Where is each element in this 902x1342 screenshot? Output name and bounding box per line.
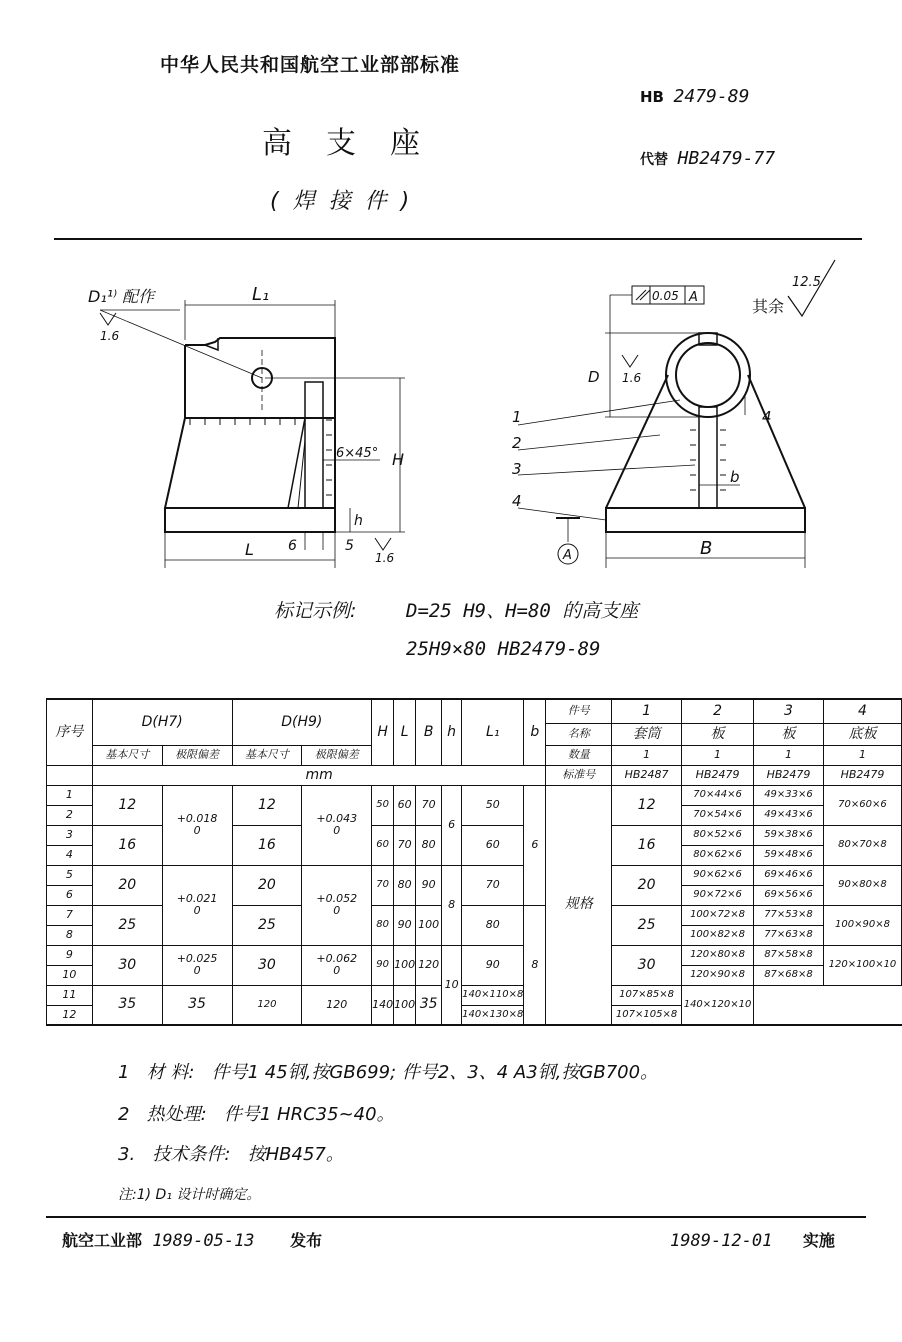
roughness-d1: 1.6 [100,329,120,343]
b-big-cell: 90 [416,865,442,905]
seq-cell: 8 [47,925,93,945]
h-cell: 50 [372,785,394,825]
b-big-cell: 120 [416,945,442,985]
d1-fit-label: D₁¹⁾ 配作 [88,287,155,306]
h-small-label: h [354,513,363,529]
part2-size: 80×62×6 [682,845,754,865]
part2-size: 140×130×8 [462,1005,524,1025]
d7-basic: 12 [92,785,162,825]
part4-size: 120×100×10 [823,945,901,985]
h-big-label: H [392,450,405,469]
issuer: 航空工业部 [62,1231,143,1250]
part-qty-3: 1 [754,745,824,765]
part-name-3: 板 [754,723,824,745]
d9-tol: +0.043 0 [302,785,372,865]
limit-dev-header-h9: 极限偏差 [302,745,372,765]
d7-tol: +0.018 0 [162,785,232,865]
l-cell: 80 [394,865,416,905]
spec-label: 规格 [546,785,612,1025]
marking-label: 标记示例: [274,600,357,622]
part-qty-4: 1 [823,745,901,765]
note-1-label: 材 料: [146,1062,195,1083]
replace-number: HB2479-77 [677,148,776,169]
standard-org-title: 中华人民共和国航空工业部部标准 [160,54,461,76]
spec-d-cell: 20 [612,865,682,905]
part2-size: 140×110×8 [462,985,524,1005]
table-row [47,985,902,1005]
l1-cell: 80 [462,905,524,945]
note-2-label: 热处理: [146,1104,207,1125]
part-no-header: 件号 [546,699,612,723]
l1-cell: 90 [462,945,524,985]
h-cell: 70 [372,865,394,905]
part3-size: 59×48×6 [754,845,824,865]
part3-size: 69×46×6 [754,865,824,885]
h-header: H [372,699,394,765]
six-label: 6 [288,538,297,554]
note-1-text: 件号1 45钢,按GB699; 件号2、3、4 A3钢,按GB700。 [211,1062,659,1083]
part4-size: 140×120×10 [682,985,754,1025]
part3-size: 107×105×8 [612,1005,682,1025]
impl-date: 1989-12-01 [670,1231,773,1251]
note-1-no: 1 [118,1062,130,1083]
note-3-text: 按HB457。 [247,1144,344,1165]
b-small-header: b [524,699,546,765]
part4-size: 80×70×8 [823,825,901,865]
part4-size: 90×80×8 [823,865,901,905]
replaces-standard [640,148,775,169]
b-label: b [730,468,740,486]
part2-size: 120×80×8 [682,945,754,965]
l-cell: 100 [394,945,416,985]
seq-cell: 4 [47,845,93,865]
limit-dev-header-h7: 极限偏差 [162,745,232,765]
note-2 [118,1100,395,1126]
seq-cell: 7 [47,905,93,925]
replace-label: 代替 [640,152,668,168]
part4-size: 100×90×8 [823,905,901,945]
part3-size: 87×58×8 [754,945,824,965]
technical-drawing [40,250,870,590]
page-title: 高支座 [262,126,454,161]
d9-basic: 30 [232,945,302,985]
part-std-4: HB2479 [823,765,901,785]
h-small-header: h [442,699,462,765]
h-cell: 120 [232,985,302,1025]
note-2-text: 件号1 HRC35~40。 [223,1104,395,1125]
part3-size: 49×43×6 [754,805,824,825]
issue-date: 1989-05-13 [152,1231,255,1251]
part-no-2: 2 [682,699,754,723]
l-header: L [394,699,416,765]
note-1 [118,1058,658,1084]
d9-tol: +0.062 0 [302,945,372,985]
standard-number [640,86,749,107]
callout-3: 3 [512,460,522,478]
part2-size: 100×82×8 [682,925,754,945]
seq-header: 序号 [47,699,93,765]
spec-d-cell: 12 [612,785,682,825]
hb-number: 2479-89 [673,86,750,107]
marking-example: D=25 H9、H=80 的高支座 [406,600,639,622]
part-no-3: 3 [754,699,824,723]
l-cell: 90 [394,905,416,945]
seq-cell: 6 [47,885,93,905]
hb-label: HB [640,88,664,106]
part-std-1: HB2487 [612,765,682,785]
part3-size: 49×33×6 [754,785,824,805]
footnote: 注:1) D₁ 设计时确定。 [118,1187,261,1203]
spec-d-cell: 30 [612,945,682,985]
b-big-cell: 70 [416,785,442,825]
datum-a-label: A [563,548,572,563]
part2-size: 90×62×6 [682,865,754,885]
chamfer-label: 6×45° [336,446,379,461]
part-std-3: HB2479 [754,765,824,785]
callout-2: 2 [512,434,522,452]
d9-basic: 16 [232,825,302,865]
left-view-labels [88,284,404,565]
d7-basic: 16 [92,825,162,865]
right-view [518,260,835,568]
h-cell: 60 [372,825,394,865]
roughness-bottom: 1.6 [375,551,395,565]
l1-label: L₁ [252,284,270,305]
part3-size: 77×53×8 [754,905,824,925]
l1-cell: 60 [462,825,524,865]
d7-basic: 25 [92,905,162,945]
seq-cell: 10 [47,965,93,985]
part2-size: 100×72×8 [682,905,754,925]
tolerance-value: 0.05 [652,289,679,303]
l-cell: 70 [394,825,416,865]
d7-basic: 35 [92,985,162,1025]
l1-cell: 50 [462,785,524,825]
part-no-1: 1 [612,699,682,723]
seq-cell: 3 [47,825,93,845]
l-cell: 120 [302,985,372,1025]
qty-header: 数量 [546,745,612,765]
d7-basic: 30 [92,945,162,985]
part-name-4: 底板 [823,723,901,745]
unit-mm: mm [92,765,545,785]
part-std-2: HB2479 [682,765,754,785]
table-row [47,785,902,805]
h-small-cell: 10 [442,945,462,1025]
b-big-cell: 80 [416,825,442,865]
part-name-2: 板 [682,723,754,745]
part3-size: 87×68×8 [754,965,824,985]
seq-cell: 1 [47,785,93,805]
part4-size: 70×60×6 [823,785,901,825]
l1-header: L₁ [462,699,524,765]
part2-size: 120×90×8 [682,965,754,985]
d9-basic: 20 [232,865,302,905]
marking-code: 25H9×80 HB2479-89 [406,638,601,660]
rest-label: 其余 [752,297,785,316]
b-big-cell: 100 [416,905,442,945]
tolerance-datum: A [689,290,698,305]
h-small-cell: 6 [442,785,462,865]
seq-cell: 11 [47,985,93,1005]
part2-size: 70×54×6 [682,805,754,825]
seq-cell: 12 [47,1005,93,1025]
h-cell: 90 [372,945,394,985]
l1-cell: 70 [462,865,524,905]
d7-tol: +0.021 0 [162,865,232,945]
spec-table [46,698,902,1026]
part3-size: 69×56×6 [754,885,824,905]
part-no-4: 4 [823,699,901,723]
four-label: 4 [762,408,772,426]
note-2-no: 2 [118,1104,130,1125]
d-h7-header: D(H7) [92,699,232,745]
note-3-no: 3. [118,1144,136,1165]
part-qty-1: 1 [612,745,682,765]
spec-d-cell: 25 [612,905,682,945]
l1-cell: 100 [394,985,416,1025]
part-qty-2: 1 [682,745,754,765]
spec-d-cell: 16 [612,825,682,865]
impl-label: 实施 [802,1231,835,1250]
part2-size: 90×72×6 [682,885,754,905]
l-label: L [245,540,254,559]
part3-size: 77×63×8 [754,925,824,945]
seq-cell: 5 [47,865,93,885]
table-row [47,945,902,965]
table-row [47,865,902,885]
footer-impl [670,1228,835,1251]
h-small-cell: 8 [442,865,462,945]
d9-basic: 12 [232,785,302,825]
h-cell: 80 [372,905,394,945]
basic-size-header-h9: 基本尺寸 [232,745,302,765]
callout-1: 1 [512,408,522,426]
roughness-d: 1.6 [622,371,642,385]
note-3-label: 技术条件: [152,1144,231,1165]
d-h9-header: D(H9) [232,699,372,745]
part2-size: 80×52×6 [682,825,754,845]
seq-cell: 2 [47,805,93,825]
callout-4: 4 [512,492,522,510]
d7-basic: 20 [92,865,162,905]
l-cell: 60 [394,785,416,825]
five-label: 5 [345,538,354,554]
basic-size-header-h7: 基本尺寸 [92,745,162,765]
note-3 [118,1140,344,1166]
spec-table-body [47,785,902,1025]
issue-label: 发布 [290,1231,323,1250]
footer-rule [46,1216,866,1218]
footer-issue [62,1228,322,1251]
d9-basic: 35 [162,985,232,1025]
page-subtitle: (焊接件) [270,189,424,214]
part2-size: 70×44×6 [682,785,754,805]
b-big-cell: 140 [372,985,394,1025]
rest-roughness: 12.5 [792,275,821,290]
std-no-header: 标准号 [546,765,612,785]
d9-basic: 25 [232,905,302,945]
part3-size: 59×38×6 [754,825,824,845]
big-b-label: B [700,538,713,559]
d-label: D [588,368,600,386]
spec-d-cell: 35 [416,985,442,1025]
b-big-header: B [416,699,442,765]
part-name-1: 套筒 [612,723,682,745]
d7-tol: +0.025 0 [162,945,232,985]
part3-size: 107×85×8 [612,985,682,1005]
d9-tol: +0.052 0 [302,865,372,945]
name-header: 名称 [546,723,612,745]
header-rule [54,238,862,240]
b-small-cell: 8 [524,905,546,1025]
seq-cell: 9 [47,945,93,965]
b-small-cell: 6 [524,785,546,905]
